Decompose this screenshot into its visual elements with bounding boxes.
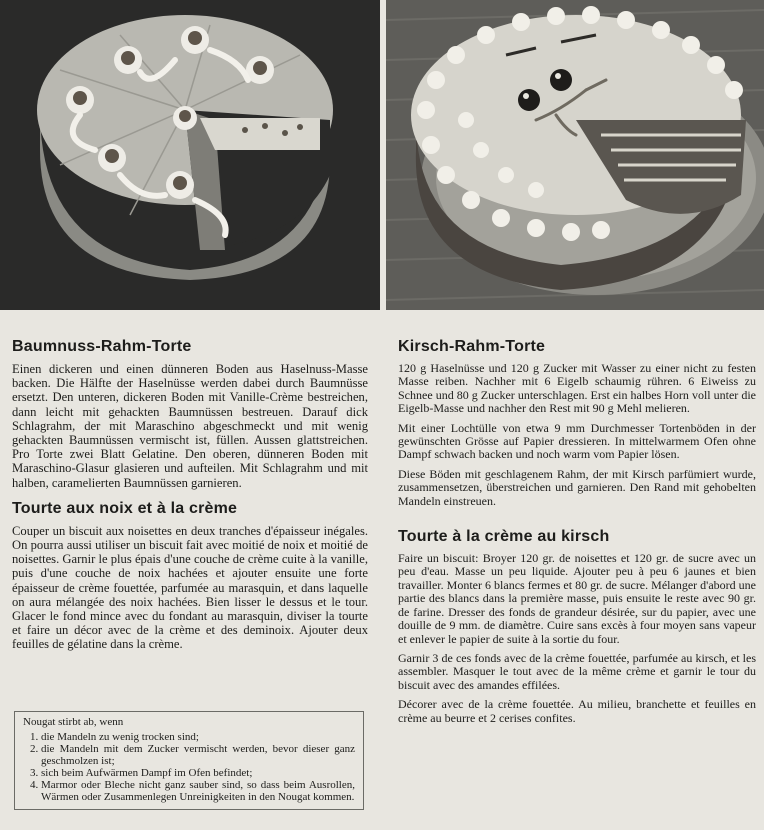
cherry-torte-photo bbox=[386, 0, 764, 310]
nougat-note-item: 4. Marmor oder Bleche nicht ganz sauber sind, so dass beim Ausrollen, Wärmen oder Zusammenlegen Unreinigkeiten in den Nougat kommen. bbox=[41, 779, 355, 803]
nougat-note-box bbox=[14, 711, 364, 810]
walnut-torte-illustration bbox=[0, 0, 380, 310]
nougat-note-intro: Nougat stirbt ab, wenn bbox=[23, 716, 124, 728]
recipe-title-tourte-noix: Tourte aux noix et à la crème bbox=[12, 499, 238, 517]
recipe-text-kirsch-2: Mit einer Lochtülle von etwa 9 mm Durchmesser Tortenböden in der gewünschten Grösse auf Papier dressieren. In mittelwarmem Ofen ohne Dampf schwach backen und noch warm vom Papier lösen. bbox=[398, 420, 756, 462]
nougat-note-list bbox=[23, 731, 355, 803]
recipe-text-kirsch-1: 120 g Haselnüsse und 120 g Zucker mit Wasser zu einer nicht zu festen Masse reiben. Nachher mit 6 Eigelb schaumig rühren. 6 Eiweiss zu Schnee und 80 g Zucker unterschlagen. Erst ein halbes Horn voll unter die Eigelb-Masse und nachher den Rest mit 90 g Mehl melieren. bbox=[398, 361, 756, 416]
recipe-text-baumnuss: Einen dickeren und einen dünneren Boden aus Haselnuss-Masse backen. Die Hälfte der Haselnüsse werden dabei durch Baumnüsse ersetzt. Den unteren, dickeren Boden mit Vanille-Crème bestreichen, dann leicht mit gehackten Baumnüssen bestreuen. Darauf dick Schlagrahm, der mit Maraschino abgeschmeckt und mit wenig gehackten Baumnüssen vermischt ist, füllen. Aussen glattstreichen. Pro Torte zwei Blatt Gelatine. Den oberen, dünneren Boden mit Maraschino-Glasur glasieren und aufteilen. Mit Schlagrahm und mit halben, caramelierten Baumnüssen garnieren. bbox=[12, 362, 368, 490]
recipe-text-tourte-kirsch-2: Garnir 3 de ces fonds avec de la crème fouettée, parfumée au kirsch, et les assembler. Masquer le tout avec de la même crème et garnir le tour du biscuit avec des amandes effilées. bbox=[398, 650, 756, 692]
recipe-text-kirsch-3: Diese Böden mit geschlagenem Rahm, der mit Kirsch parfümiert wurde, zusammensetzen, überstreichen und garnieren. Den Rand mit gehobelten Mandeln einstreuen. bbox=[398, 466, 756, 508]
left-column bbox=[12, 338, 368, 658]
right-column bbox=[398, 338, 756, 731]
nougat-note-item: 1. die Mandeln zu wenig trocken sind; bbox=[41, 731, 355, 743]
nougat-note-item: 3. sich beim Aufwärmen Dampf im Ofen befindet; bbox=[41, 767, 355, 779]
nougat-note-item: 2. die Mandeln mit dem Zucker vermischt werden, bevor dieser ganz geschmolzen ist; bbox=[41, 743, 355, 767]
cherry-torte-illustration bbox=[386, 0, 764, 310]
recipe-title-kirsch: Kirsch-Rahm-Torte bbox=[398, 338, 546, 355]
recipe-title-baumnuss: Baumnuss-Rahm-Torte bbox=[12, 338, 192, 355]
recipe-text-tourte-kirsch-3: Décorer avec de la crème fouettée. Au milieu, branchette et feuilles en crème au beurre et 2 cerises confites. bbox=[398, 697, 756, 725]
recipe-text-tourte-kirsch-1: Faire un biscuit: Broyer 120 gr. de noisettes et 120 gr. de sucre avec un peu d'eau. Masse un peu liquide. Ajouter peu à peu 6 jaunes et bien travailler. Monter 6 blancs fermes et 80 gr. de sucre. Mélanger d'abord une partie des blancs dans la première masse, puis ensuite le reste avec 90 gr. de farine. Dresser des fonds de grandeur désirée, sur du papier, avec une douille de 9 mm. de diamètre. Cuire sans excès à four moyen sans vapeur et enlever le papier de suite à la sortie du four. bbox=[398, 551, 756, 646]
recipe-title-tourte-kirsch: Tourte à la crème au kirsch bbox=[398, 528, 610, 546]
walnut-torte-photo bbox=[0, 0, 380, 310]
recipe-text-tourte-noix: Couper un biscuit aux noisettes en deux tranches d'épaisseur inégales. On pourra aussi utiliser un biscuit fait avec moitié de noix et moitié de noisettes. Garnir le plus épais d'une couche de crème cuite à la vanille, puis d'une couche de noix hachées et ajouter ensuite une forte épaisseur de crème fouettée, parfumée au marasquin, et dans laquelle on aura mélangée des noix hachées. Bien lisser le dessus et le tour. Glacer le fond mince avec du fondant au marasquin, diviser la tourte et faire un décor avec de la crème et des deminoix. Ajouter deux feuilles de gélatine dans la crème. bbox=[12, 523, 368, 652]
